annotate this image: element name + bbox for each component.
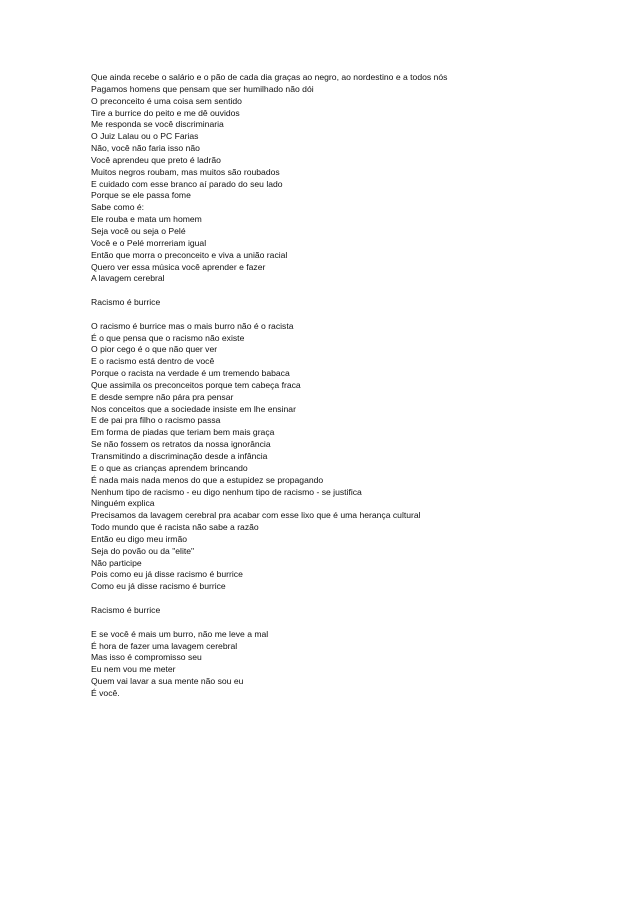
text-line: Que assimila os preconceitos porque tem cabeça fraca — [91, 379, 301, 390]
text-line: Porque se ele passa fome — [91, 190, 191, 201]
text-line: Seja do povão ou da "elite" — [91, 545, 195, 556]
text-line: E desde sempre não pára pra pensar — [91, 391, 234, 402]
text-line: Que ainda recebe o salário e o pão de cada dia graças ao negro, ao nordestino e a todos nós — [91, 72, 448, 82]
text-line: Me responda se você discriminaria — [91, 119, 224, 130]
text-line: Muitos negros roubam, mas muitos são roubados — [91, 166, 280, 177]
text-line: Você e o Pelé morreriam igual — [91, 237, 207, 248]
text-line: Se não fossem os retratos da nossa ignorância — [91, 439, 271, 450]
text-line: Sabe como é: — [91, 202, 145, 213]
text-line: O racismo é burrice mas o mais burro não é o racista — [91, 320, 294, 331]
text-line: Quero ver essa música você aprender e fazer — [91, 261, 266, 272]
text-line: Então eu digo meu irmão — [91, 533, 188, 544]
text-line: Eu nem vou me meter — [91, 664, 176, 675]
text-line: Pois como eu já disse racismo é burrice — [91, 569, 243, 580]
text-line: O pior cego é o que não quer ver — [91, 344, 218, 355]
text-line: Nos conceitos que a sociedade insiste em lhe ensinar — [91, 403, 296, 414]
text-line: Em forma de piadas que teriam bem mais graça — [91, 427, 275, 438]
text-line: Ninguém explica — [91, 498, 155, 509]
text-line: É o que pensa que o racismo não existe — [91, 332, 245, 343]
text-line: Então que morra o preconceito e viva a união racial — [91, 249, 288, 260]
text-line: Como eu já disse racismo é burrice — [91, 581, 226, 592]
text-line: Quem vai lavar a sua mente não sou eu — [91, 676, 244, 687]
text-line: O preconceito é uma coisa sem sentido — [91, 95, 242, 106]
text-line: Ele rouba e mata um homem — [91, 214, 202, 225]
refrain-line: Racismo é burrice — [91, 297, 161, 308]
stanza-1 — [91, 72, 611, 285]
text-line: E o racismo está dentro de você — [91, 356, 215, 367]
text-line: E se você é mais um burro, não me leve a mal — [91, 628, 269, 639]
text-line: E cuidado com esse branco aí parado do seu lado — [91, 178, 283, 189]
text-line: Transmitindo a discriminação desde a infância — [91, 451, 268, 461]
text-line: Mas isso é compromisso seu — [91, 652, 202, 663]
text-line: Precisamos da lavagem cerebral pra acabar com esse lixo que é uma herança cultural — [91, 510, 421, 521]
text-line: É nada mais nada menos do que a estupidez se propagando — [91, 474, 324, 485]
stanza-3 — [91, 629, 611, 700]
text-line: A lavagem cerebral — [91, 273, 165, 284]
text-line: Pagamos homens que pensam que ser humilhado não dói — [91, 83, 314, 94]
text-line: Seja você ou seja o Pelé — [91, 225, 186, 236]
text-line: O Juiz Lalau ou o PC Farias — [91, 131, 199, 142]
text-line: Nenhum tipo de racismo - eu digo nenhum tipo de racismo - se justifica — [91, 486, 362, 497]
text-line: É hora de fazer uma lavagem cerebral — [91, 640, 238, 651]
stanza-2 — [91, 321, 611, 593]
text-line: Você aprendeu que preto é ladrão — [91, 154, 221, 165]
text-line: Não participe — [91, 557, 142, 568]
refrain-1 — [91, 297, 611, 309]
text-line: Porque o racista na verdade é um tremendo babaca — [91, 368, 290, 379]
text-line: Tire a burrice do peito e me dê ouvidos — [91, 107, 240, 118]
text-line: É você. — [91, 687, 120, 698]
text-line: E o que as crianças aprendem brincando — [91, 462, 248, 473]
lyrics-text — [91, 72, 611, 700]
refrain-line: Racismo é burrice — [91, 604, 161, 615]
text-line: Não, você não faria isso não — [91, 143, 200, 154]
refrain-2 — [91, 605, 611, 617]
text-line: E de pai pra filho o racismo passa — [91, 415, 221, 426]
text-line: Todo mundo que é racista não sabe a razão — [91, 522, 259, 533]
